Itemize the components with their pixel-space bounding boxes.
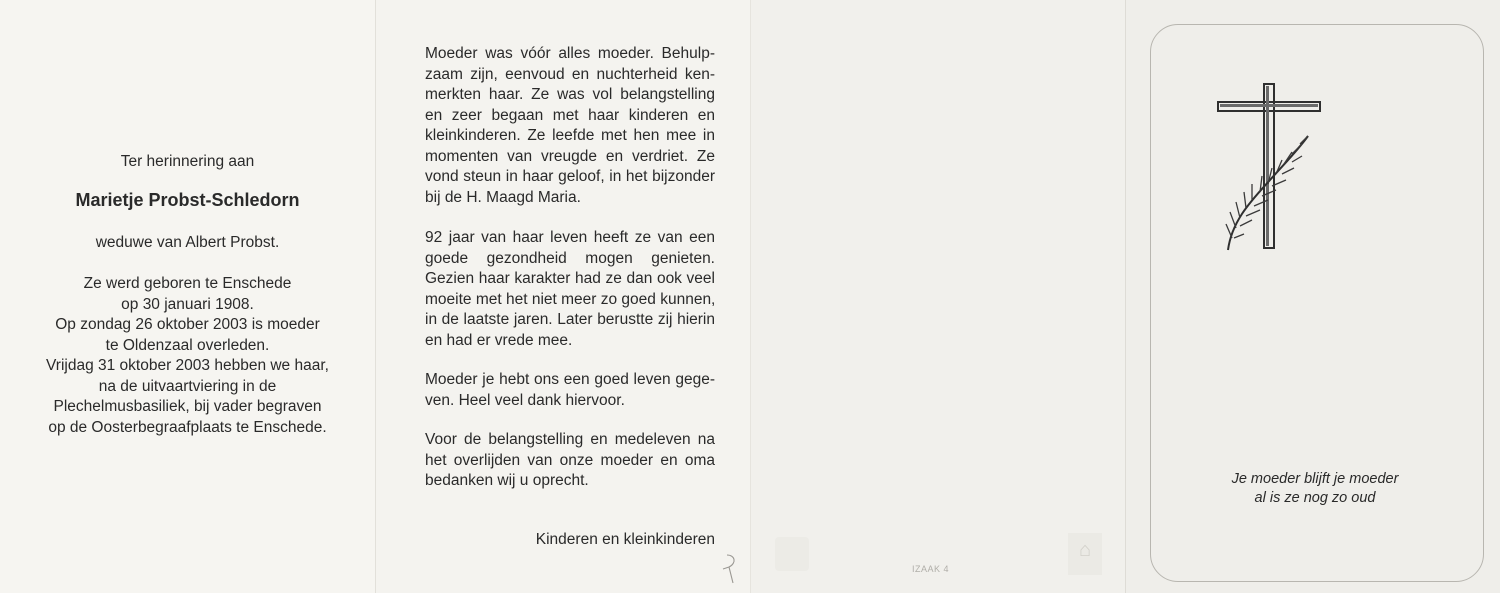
prose-line: Gezien haar karakter had ze dan ook veel (425, 270, 715, 287)
bio-line: op 30 januari 1908. (121, 295, 254, 313)
signoff: Kinderen en kleinkinderen (535, 531, 715, 548)
left-panel (0, 0, 375, 593)
memorial-quote (1170, 470, 1460, 508)
bio-line: te Oldenzaal overleden. (105, 336, 270, 354)
bio-line: Plechelmusbasiliek, bij vader begraven (53, 398, 322, 415)
deceased-name: Marietje Probst-Schledorn (75, 190, 300, 210)
prose-line: moeite met het niet meer zo goed kunnen, (425, 290, 716, 308)
prose-line: Voor de belangstelling en medeleven na (425, 431, 715, 448)
widow-line: weduwe van Albert Probst. (95, 234, 280, 251)
prose-line: 92 jaar van haar leven heeft ze van een (425, 229, 715, 246)
paragraph-health (425, 228, 715, 351)
prose-line: bij de H. Maagd Maria. (425, 188, 581, 206)
prose-line: vond steun in haar geloof, in het bijzonder (425, 168, 715, 185)
prose-line: bedanken wij u oprecht. (425, 472, 589, 489)
prose-line: momenten van vreugde en verdriet. Ze (425, 147, 715, 165)
quote-line: al is ze nog zo oud (1254, 490, 1376, 506)
intro-text: Ter herinnering aan (120, 153, 255, 170)
paragraph-thanks-mother (425, 370, 715, 411)
prose-line: ven. Heel veel dank hiervoor. (425, 391, 625, 409)
prose-line: goede gezondheid mogen genieten. (425, 249, 715, 267)
prose-line: en zeer begaan met haar kinderen en (425, 106, 715, 124)
prose-line: kleinkinderen. Ze leefde met hen mee in (425, 127, 715, 144)
paragraph-gratitude (425, 430, 715, 492)
prose-line: zaam zijn, eenvoud en nuchterheid ken- (425, 65, 715, 83)
printer-logo-icon: ⌂ (1068, 533, 1102, 575)
pencil-mark-icon (717, 553, 747, 585)
bio-line: Vrijdag 31 oktober 2003 hebben we haar, (46, 357, 329, 374)
paragraph-character (425, 44, 715, 208)
quote-line: Je moeder blijft je moeder (1231, 471, 1399, 487)
bio-line: Op zondag 26 oktober 2003 is moeder (55, 316, 320, 333)
bio-line: Ze werd geboren te Enschede (83, 275, 292, 292)
biography (0, 274, 375, 438)
prose-line: het overlijden van onze moeder en oma (425, 451, 715, 469)
prose-line: en had er vrede mee. (425, 331, 573, 349)
prose-line: merkten haar. Ze was vol belangstelling (425, 86, 715, 103)
prose-line: Moeder je hebt ons een goed leven gege- (425, 371, 715, 388)
back-panel (750, 0, 1126, 593)
printer-stamp-icon (775, 537, 809, 571)
prose-line: Moeder was vóór alles moeder. Behulp- (425, 45, 715, 62)
bio-line: op de Oosterbegraafplaats te Enschede. (48, 418, 327, 436)
prose-line: in de laatste jaren. Later berustte zij hierin (425, 311, 715, 328)
middle-panel (375, 0, 751, 593)
cross-with-palm-icon (1212, 80, 1332, 260)
bio-line: na de uitvaartviering in de (98, 377, 277, 395)
card-code: IZAAK 4 (912, 564, 950, 574)
